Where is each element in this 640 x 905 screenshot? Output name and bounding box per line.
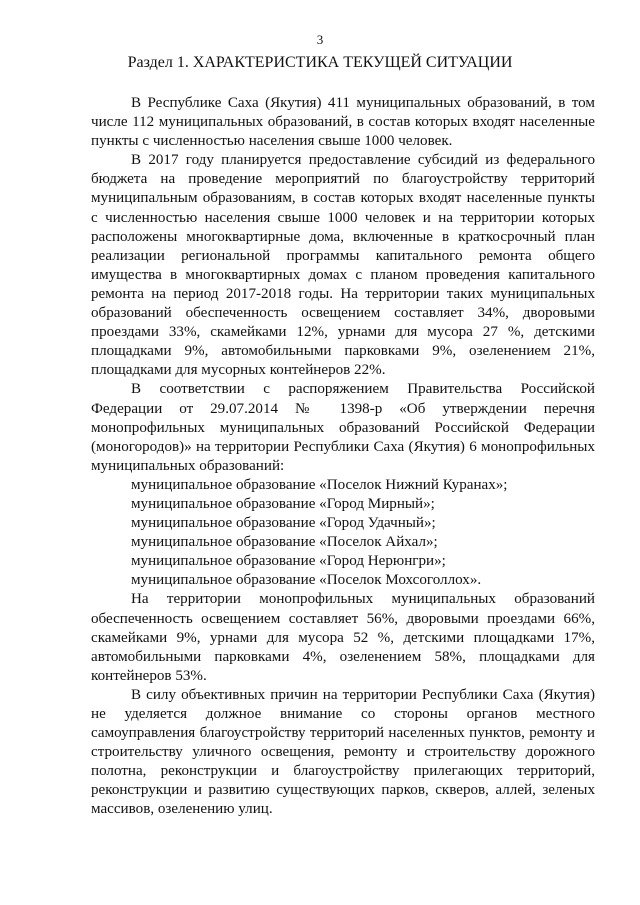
paragraph-municipalities-count: В Республике Саха (Якутия) 411 муниципальных образований, в том числе 112 муниципальных образований, в состав которых входят населенные пункты с численностью населения свыше 1000 человек. <box>91 95 595 150</box>
paragraph-monotowns-provision: На территории монопрофильных муниципальных образований обеспеченность освещением составляет 56%, дворовыми проездами 66%, скамейками 9%, урнами для мусора 52 %, детскими площадками 17%, автомобильными парковками 4%, озеленением 58%, площадками для контейнеров 53%. <box>91 591 595 684</box>
list-item: муниципальное образование «Город Мирный»; <box>131 495 435 512</box>
paragraph-subsidies-2017: В 2017 году планируется предоставление субсидий из федерального бюджета на проведение мероприятий по благоустройству территорий муниципальным образованиям, в состав которых входят населенные пункты с численностью населения свыше 1000 человек и на территории которых расположены многоквартирные дома, включенные в краткосрочный план реализации региональной программы капитального ремонта общего имущества в многоквартирных домах с планом проведения капитального ремонта на период 2017-2018 годы. На территории таких муниципальных образований обеспеченность освещением составляет 34%, дворовыми проездами 33%, скамейками 12%, урнами для мусора 27 %, детскими площадками 9%, автомобильными парковками 9%, озеленением 21%, площадками для мусорных контейнеров 22%. <box>91 152 595 379</box>
list-item: муниципальное образование «Поселок Нижний Куранах»; <box>131 476 508 493</box>
page-number: 3 <box>316 32 324 47</box>
paragraph-monotowns-decree: В соответствии с распоряжением Правительства Российской Федерации от 29.07.2014 № 1398-р «Об утверждении перечня монопрофильных муниципальных образований Российской Федерации (моногородов)» на территории Республики Саха (Якутия) 6 монопрофильных муниципальных образований: <box>91 381 595 474</box>
list-item: муниципальное образование «Поселок Айхал»; <box>131 534 438 551</box>
list-item: муниципальное образование «Город Удачный»; <box>131 515 436 532</box>
section-title: Раздел 1. ХАРАКТЕРИСТИКА ТЕКУЩЕЙ СИТУАЦИИ <box>127 54 513 71</box>
list-item: муниципальное образование «Поселок Мохсоголлох». <box>131 572 482 589</box>
document-body <box>91 94 595 820</box>
list-item: муниципальное образование «Город Нерюнгри»; <box>131 553 446 570</box>
monotowns-list <box>91 476 595 591</box>
paragraph-problems: В силу объективных причин на территории Республики Саха (Якутия) не уделяется должное внимание со стороны органов местного самоуправления благоустройству территорий населенных пунктов, ремонту и строительству уличного освещения, ремонту и строительству дорожного полотна, реконструкции и благоустройству прилегающих территорий, реконструкции и развитию существующих парков, скверов, аллей, зеленых массивов, озеленению улиц. <box>91 686 595 818</box>
